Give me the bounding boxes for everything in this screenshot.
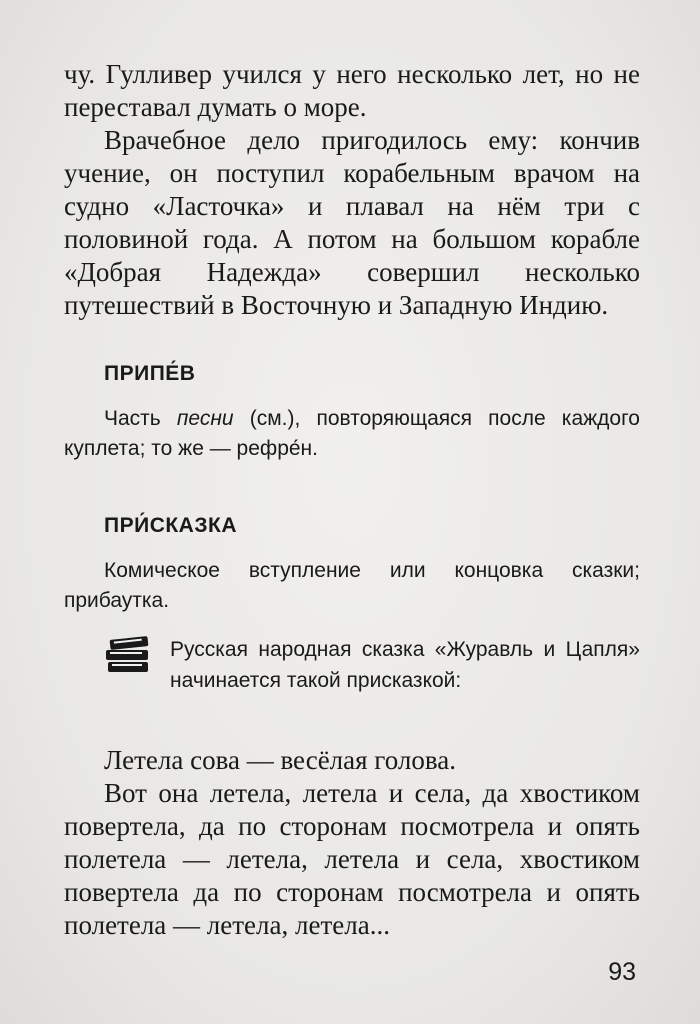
note-text: Русская народная сказка «Журавль и Цапля» начинается такой присказкой: bbox=[170, 638, 640, 692]
definition-text: (см.), повторяющаяся после каждого куплета; то же — рефре́н. bbox=[64, 407, 640, 460]
definition-text: Часть bbox=[104, 407, 177, 430]
entry-term-priskazka: ПРИ́СКАЗКА bbox=[104, 514, 237, 537]
books-icon bbox=[104, 634, 156, 674]
entry-definition-priskazka: Комическое вступление или концовка сказки; прибаутка. bbox=[64, 559, 640, 612]
entry-definition-pripev bbox=[64, 404, 640, 464]
entry-term-pripev: ПРИПЕ́В bbox=[104, 362, 196, 385]
poem-line-1: Летела сова — весёлая голова. bbox=[104, 745, 456, 775]
definition-italic-term: песни bbox=[176, 407, 234, 430]
paragraph-gulliver: Врачебное дело пригодилось ему: кончив учение, он поступил корабельным врачом на судно «Ласточка» и плавал на нём три с половиной года. А потом на большом корабле «Добрая Надежда» совершил несколько путешествий в Восточную и Западную Индию. bbox=[64, 125, 640, 320]
poem-line-2: Вот она летела, летела и села, да хвостиком повертела, да по сторонам посмотрела и опять полетела — летела, летела и села, хвостиком повертела да по сторонам посмотрела и опять полетела — летела, летела... bbox=[64, 778, 640, 940]
poem bbox=[64, 744, 640, 942]
page-number: 93 bbox=[608, 958, 636, 986]
paragraph-continued: чу. Гулливер учился у него несколько лет, но не переставал думать о море. bbox=[64, 59, 640, 122]
